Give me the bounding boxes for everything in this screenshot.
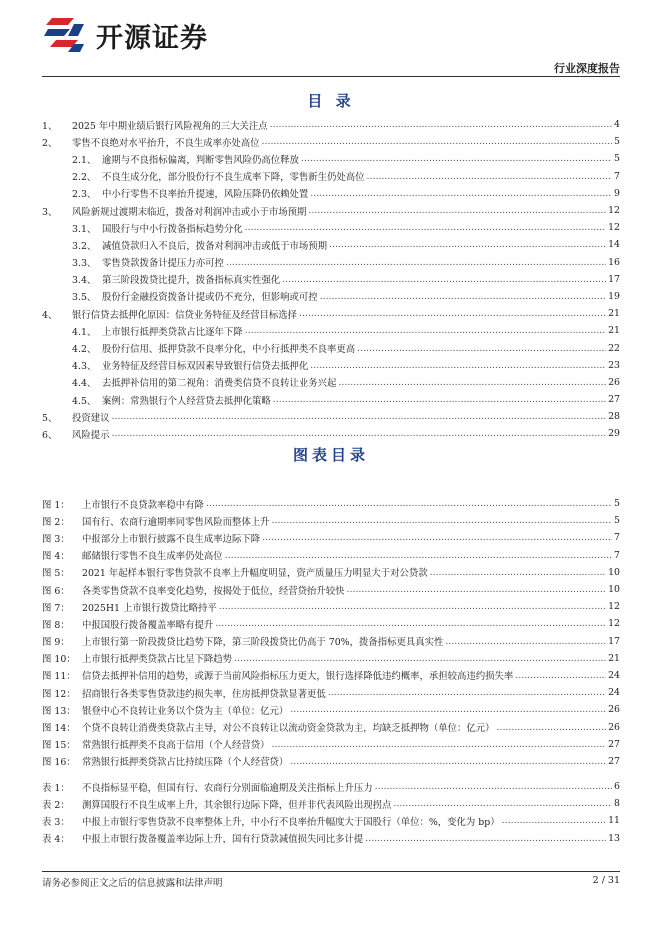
entry-page-number: 21	[608, 325, 620, 337]
dot-leader	[262, 136, 613, 147]
dot-leader	[347, 584, 607, 595]
figure-entry[interactable]	[42, 684, 620, 701]
entry-page-number: 12	[608, 222, 620, 234]
toc-entry[interactable]	[42, 305, 620, 322]
dot-leader	[320, 291, 606, 302]
entry-number: 图 13：	[42, 705, 76, 717]
entry-number: 3.1、	[72, 223, 97, 235]
toc-entry[interactable]	[42, 168, 620, 185]
entry-title: 股份行金融投资拨备计提或仍不充分，但影响或可控	[102, 292, 318, 304]
entry-number: 3.3、	[72, 258, 97, 270]
entry-number: 4.1、	[72, 326, 97, 338]
dot-leader	[234, 653, 606, 664]
entry-page-number: 26	[608, 704, 620, 716]
entry-title: 不良生成分化，部分股份行不良生成率下降，零售新生仍处高位	[102, 172, 365, 184]
entry-title: 减值贷款归入不良后，拨备对利润冲击或低于市场预期	[102, 240, 328, 252]
entry-title: 个贷不良转让消费类贷款占主导，对公不良转让以流动资金贷款为主，均缺乏抵押物（单位：亿元）	[82, 723, 495, 735]
entry-page-number: 12	[608, 205, 620, 217]
entry-title: 信贷去抵押补信用的趋势，或源于当前风险指标压力更大，银行选择降低违约概率，承担较高违约损失率	[82, 671, 514, 683]
entry-page-number: 10	[608, 566, 620, 578]
dot-leader	[206, 498, 612, 509]
figure-entry[interactable]	[42, 598, 620, 615]
dot-leader	[310, 188, 612, 199]
figure-entry[interactable]	[42, 778, 620, 795]
entry-page-number: 7	[614, 170, 620, 182]
entry-number: 图 2：	[42, 516, 70, 528]
entry-page-number: 16	[608, 256, 620, 268]
toc-entry[interactable]	[42, 254, 620, 271]
entry-title: 逾期与不良指标偏离，判断零售风险仍高位释放	[102, 154, 299, 166]
dot-leader	[497, 722, 607, 733]
entry-title: 中报上市银行零售贷款不良率整体上升，中小行不良率抬升幅度大于国股行（单位：%，变化为 bp）	[82, 816, 500, 828]
entry-page-number: 17	[608, 273, 620, 285]
entry-number: 3.2、	[72, 240, 97, 252]
toc-entry[interactable]	[42, 339, 620, 356]
toc-entry[interactable]	[42, 391, 620, 408]
toc-entry[interactable]	[42, 185, 620, 202]
entry-page-number: 11	[608, 815, 620, 827]
dot-leader	[393, 798, 612, 809]
entry-title: 2025H1 上市银行拨贷比略持平	[82, 602, 217, 614]
toc-entry[interactable]	[42, 116, 620, 133]
entry-page-number: 24	[608, 687, 620, 699]
entry-page-number: 27	[608, 738, 620, 750]
entry-page-number: 12	[608, 618, 620, 630]
figure-entry[interactable]	[42, 495, 620, 512]
entry-page-number: 8	[614, 798, 620, 810]
entry-title: 零售不良绝对水平抬升，不良生成率亦处高位	[72, 137, 260, 149]
dot-leader	[329, 239, 606, 250]
entry-title: 国有行、农商行逾期率同零售风险而整体上升	[82, 516, 270, 528]
dot-leader	[301, 153, 612, 164]
toc-entry[interactable]	[42, 202, 620, 219]
entry-title: 招商银行各类零售贷款违约损失率，住房抵押贷款显著更低	[82, 688, 326, 700]
entry-number: 图 3：	[42, 533, 70, 545]
entry-page-number: 9	[614, 187, 620, 199]
dot-leader	[445, 636, 606, 647]
logo-text: 开源证券	[96, 22, 208, 54]
entry-number: 图 6：	[42, 585, 70, 597]
dot-leader	[357, 343, 606, 354]
entry-title: 零售贷款拨备计提压力亦可控	[102, 258, 224, 270]
entry-title: 中小行零售不良率抬升提速，风险压降仍依赖处置	[102, 189, 309, 201]
entry-number: 3、	[42, 206, 58, 218]
dot-leader	[262, 532, 612, 543]
entry-page-number: 14	[608, 239, 620, 251]
entry-title: 银行信贷去抵押化原因：信贷业务特征及经营目标选择	[72, 309, 298, 321]
entry-number: 3.4、	[72, 275, 97, 287]
dot-leader	[290, 704, 606, 715]
entry-number: 4.2、	[72, 344, 97, 356]
dot-leader	[310, 360, 606, 371]
entry-number: 4.4、	[72, 378, 97, 390]
entry-title: 上市银行抵押类贷款占比呈下降趋势	[82, 654, 233, 666]
toc-title: 目 录	[307, 92, 355, 110]
toc-entry[interactable]	[42, 322, 620, 339]
entry-page-number: 6	[614, 781, 620, 793]
page-header	[0, 0, 662, 80]
entry-number: 表 3：	[42, 816, 70, 828]
entry-page-number: 24	[608, 669, 620, 681]
entry-number: 图 7：	[42, 602, 70, 614]
entry-title: 第三阶段拨贷比提升，拨备指标真实性强化	[102, 275, 281, 287]
entry-title: 中报上市银行拨备覆盖率边际上升，国有行贷款减值损失同比多计提	[82, 834, 364, 846]
dot-leader	[219, 601, 606, 612]
entry-title: 常熟银行抵押类贷款占比持续压降（个人经营贷）	[82, 757, 289, 769]
entry-page-number: 5	[614, 515, 620, 527]
dot-leader	[328, 687, 606, 698]
entry-title: 不良指标显平稳，但国有行、农商行分别面临逾期及关注指标上升压力	[82, 782, 373, 794]
entry-title: 测算国股行不良生成率上升，其余银行边际下降，但并非代表风险出现拐点	[82, 799, 392, 811]
dot-leader	[245, 325, 606, 336]
figure-entry[interactable]	[42, 581, 620, 598]
entry-page-number: 13	[608, 832, 620, 844]
header-divider	[42, 76, 620, 77]
dot-leader	[502, 815, 606, 826]
dot-leader	[375, 781, 612, 792]
entry-page-number: 10	[608, 584, 620, 596]
figure-entry[interactable]	[42, 615, 620, 632]
table-of-contents	[42, 116, 620, 443]
dot-leader	[272, 515, 613, 526]
dot-leader	[515, 670, 606, 681]
toc-entry[interactable]	[42, 271, 620, 288]
entry-number: 4、	[42, 309, 58, 321]
entry-title: 各类零售贷款不良率变化趋势，按揭处于低位，经营贷抬升较快	[82, 585, 345, 597]
entry-number: 4.5、	[72, 395, 97, 407]
figure-entry[interactable]	[42, 830, 620, 847]
entry-title: 案例：常熟银行个人经营贷去抵押化策略	[102, 395, 271, 407]
entry-title: 2021 年起样本银行零售贷款不良率上升幅度明显，资产质量压力明显大于对公贷款	[82, 568, 428, 580]
group-spacer	[42, 770, 620, 778]
entry-page-number: 5	[614, 153, 620, 165]
figure-entry[interactable]	[42, 667, 620, 684]
entry-title: 国股行与中小行拨备指标趋势分化	[102, 223, 243, 235]
toc-entry[interactable]	[42, 150, 620, 167]
figure-entry[interactable]	[42, 633, 620, 650]
figure-entry[interactable]	[42, 650, 620, 667]
entry-page-number: 5	[614, 136, 620, 148]
figure-entry[interactable]	[42, 718, 620, 735]
footer-disclaimer: 请务必参阅正文之后的信息披露和法律声明	[42, 878, 223, 889]
entry-page-number: 26	[608, 721, 620, 733]
entry-title: 2025 年中期业绩后银行风险视角的三大关注点	[72, 120, 268, 132]
entry-number: 6、	[42, 429, 58, 441]
toc-entry[interactable]	[42, 374, 620, 391]
dot-leader	[273, 394, 606, 405]
figure-entry[interactable]	[42, 736, 620, 753]
figure-entry[interactable]	[42, 753, 620, 770]
entry-title: 常熟银行抵押类不良高于信用（个人经营贷）	[82, 740, 270, 752]
entry-title: 风险新规过渡期末临近，拨备对利润冲击或小于市场预期	[72, 206, 307, 218]
entry-number: 2、	[42, 137, 58, 149]
entry-number: 图 15：	[42, 740, 76, 752]
entry-number: 4.3、	[72, 361, 97, 373]
entry-page-number: 27	[608, 755, 620, 767]
entry-page-number: 21	[608, 652, 620, 664]
entry-title: 风险提示	[72, 429, 110, 441]
dot-leader	[225, 550, 612, 561]
entry-title: 邮储银行零售不良生成率仍处高位	[82, 551, 223, 563]
entry-number: 图 10：	[42, 654, 76, 666]
entry-number: 图 4：	[42, 551, 70, 563]
entry-number: 表 2：	[42, 799, 70, 811]
entry-page-number: 12	[608, 601, 620, 613]
figures-title: 图表目录	[292, 446, 369, 464]
dot-leader	[338, 377, 606, 388]
entry-number: 图 11：	[42, 671, 76, 683]
footer-divider	[42, 871, 620, 872]
dot-leader	[112, 411, 607, 422]
entry-title: 中报国股行拨备覆盖率略有提升	[82, 619, 214, 631]
figure-entry[interactable]	[42, 529, 620, 546]
dot-leader	[299, 308, 606, 319]
entry-title: 银登中心不良转让业务以个贷为主（单位：亿元）	[82, 705, 289, 717]
dot-leader	[290, 756, 606, 767]
dot-leader	[245, 222, 606, 233]
dot-leader	[215, 618, 606, 629]
entry-title: 投资建议	[72, 412, 110, 424]
entry-page-number: 7	[614, 532, 620, 544]
entry-title: 上市银行抵押类贷款占比逐年下降	[102, 326, 243, 338]
dot-leader	[270, 119, 612, 130]
toc-entry[interactable]	[42, 357, 620, 374]
figure-entry[interactable]	[42, 701, 620, 718]
dot-leader	[272, 739, 607, 750]
entry-title: 业务特征及经营目标双因素导致银行信贷去抵押化	[102, 361, 309, 373]
entry-page-number: 29	[608, 428, 620, 440]
entry-page-number: 23	[608, 359, 620, 371]
toc-entry[interactable]	[42, 219, 620, 236]
entry-page-number: 4	[614, 119, 620, 131]
entry-page-number: 22	[608, 342, 620, 354]
dot-leader	[308, 205, 606, 216]
entry-number: 图 8：	[42, 619, 70, 631]
figure-entry[interactable]	[42, 564, 620, 581]
entry-number: 2.1、	[72, 154, 97, 166]
entry-title: 去抵押补信用的第二视角：消费类信贷不良转让业务兴起	[102, 378, 337, 390]
entry-number: 图 14：	[42, 723, 76, 735]
entry-title: 上市银行第一阶段拨贷比趋势下降，第三阶段拨贷比仍高于 70%，拨备指标更具真实性	[82, 637, 444, 649]
dot-leader	[226, 257, 606, 268]
entry-number: 图 1：	[42, 499, 70, 511]
figure-entry[interactable]	[42, 795, 620, 812]
entry-page-number: 17	[608, 635, 620, 647]
entry-title: 股份行信用、抵押贷款不良率分化，中小行抵押类不良率更高	[102, 344, 356, 356]
entry-page-number: 19	[608, 290, 620, 302]
figure-entry[interactable]	[42, 512, 620, 529]
entry-title: 上市银行不良贷款率稳中有降	[82, 499, 204, 511]
report-type-label: 行业深度报告	[554, 62, 620, 75]
entry-page-number: 5	[614, 498, 620, 510]
entry-number: 图 5：	[42, 568, 70, 580]
dot-leader	[430, 567, 606, 578]
entry-number: 表 4：	[42, 834, 70, 846]
figure-entry[interactable]	[42, 547, 620, 564]
toc-entry[interactable]	[42, 425, 620, 442]
entry-page-number: 21	[608, 308, 620, 320]
entry-number: 图 12：	[42, 688, 76, 700]
entry-number: 5、	[42, 412, 58, 424]
entry-title: 中报部分上市银行披露不良生成率边际下降	[82, 533, 261, 545]
entry-page-number: 7	[614, 549, 620, 561]
toc-entry[interactable]	[42, 288, 620, 305]
entry-number: 2.2、	[72, 172, 97, 184]
toc-entry[interactable]	[42, 133, 620, 150]
figure-entry[interactable]	[42, 812, 620, 829]
entry-number: 3.5、	[72, 292, 97, 304]
entry-page-number: 28	[608, 411, 620, 423]
entry-number: 图 9：	[42, 637, 70, 649]
dot-leader	[282, 274, 606, 285]
dot-leader	[367, 171, 613, 182]
kaiyuan-logo-icon	[44, 16, 86, 54]
toc-entry[interactable]	[42, 236, 620, 253]
entry-page-number: 26	[608, 376, 620, 388]
dot-leader	[112, 428, 607, 439]
entry-page-number: 27	[608, 394, 620, 406]
toc-entry[interactable]	[42, 408, 620, 425]
list-of-figures	[42, 495, 620, 847]
entry-number: 图 16：	[42, 757, 76, 769]
dot-leader	[365, 833, 606, 844]
entry-number: 2.3、	[72, 189, 97, 201]
page-number: 2 / 31	[592, 875, 620, 886]
entry-number: 1、	[42, 120, 58, 132]
company-logo	[44, 16, 208, 54]
entry-number: 表 1：	[42, 782, 70, 794]
